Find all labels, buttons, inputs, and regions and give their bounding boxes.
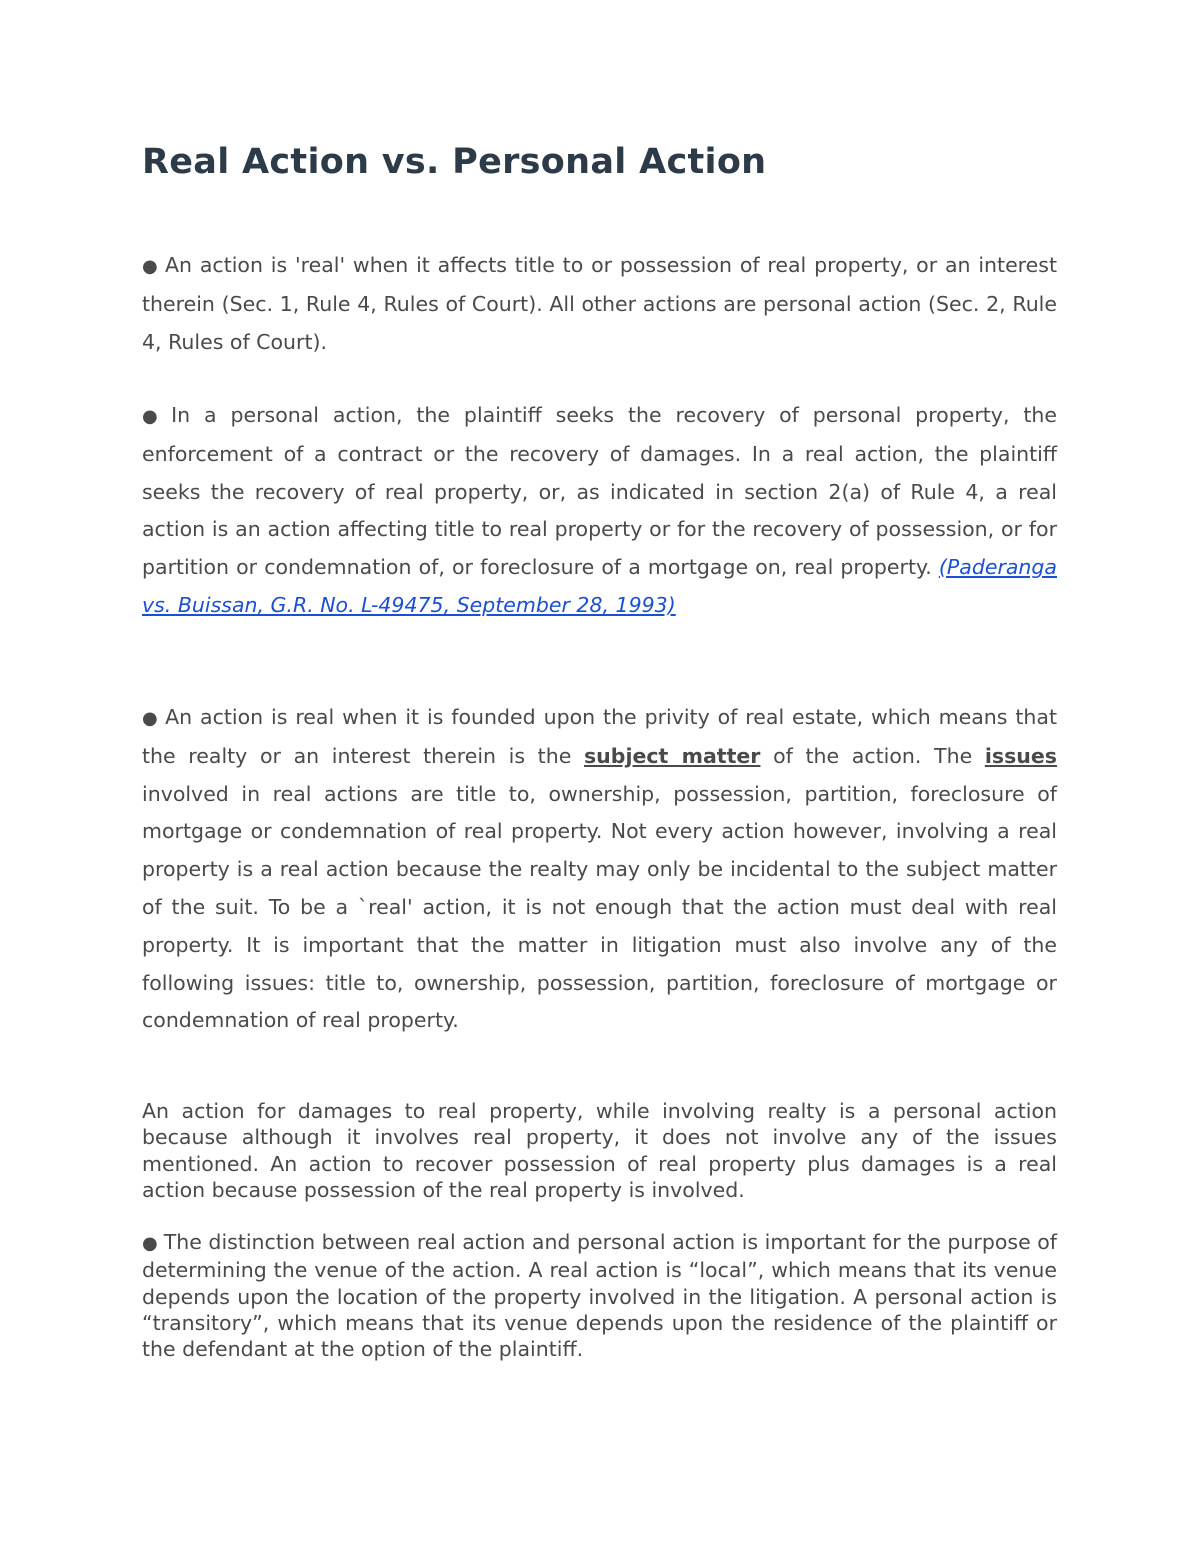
paragraph-text: In a personal action, the plaintiff seeks the recovery of personal property, the enforcement of a contract or the recovery of damages. In a real action, the plaintiff seeks the recovery of real property, or, as indicated in section 2(a) of Rule 4, a real action is an action affecting title to real property or for the recovery of possession, or for partition or condemnation of, or foreclosure of a mortgage on, real property. [142, 403, 1057, 580]
page-title: Real Action vs. Personal Action [142, 142, 767, 182]
paragraph-text: An action is real when it is founded upon the privity of real estate, which means that the realty or an interest therein is the [142, 705, 1057, 768]
paragraph-privity [142, 699, 1057, 1040]
paragraph-personal-vs-real [142, 397, 1057, 625]
paragraph-text: The distinction between real action and personal action is important for the purpose of determining the venue of the action. A real action is “local”, which means that its venue depends upon the location of the property involved in the litigation. A personal action is “transitory”, which means that its venue depends upon the residence of the plaintiff or the defendant at the option of the plaintiff. [142, 1230, 1057, 1362]
bullet-icon: ● [142, 256, 160, 277]
bullet-icon: ● [142, 406, 166, 427]
bullet-icon: ● [142, 1233, 158, 1254]
case-citation-link[interactable]: (Paderanga vs. Buissan, G.R. No. L-49475, September 28, 1993) [142, 555, 1057, 617]
issues-link[interactable]: issues [984, 743, 1057, 768]
subject-matter-link[interactable]: subject matter [583, 743, 761, 768]
paragraph-text: of the action. The [773, 743, 973, 768]
paragraph-damages [142, 1098, 1057, 1203]
paragraph-text: An action for damages to real property, while involving realty is a personal action because although it involves real property, it does not involve any of the issues mentioned. An action to recover possession of real property plus damages is a real action because possession of the real property is involved. [142, 1099, 1057, 1202]
paragraph-real-definition [142, 247, 1057, 361]
bullet-icon: ● [142, 708, 160, 729]
paragraph-text: involved in real actions are title to, ownership, possession, partition, foreclosure of mortgage or condemnation of real property. Not every action however, involving a real property is a real action because the realty may only be incidental to the subject matter of the suit. To be a `real' action, it is not enough that the action must deal with real property. It is important that the matter in litigation must also involve any of the following issues: title to, ownership, possession, partition, foreclosure of mortgage or condemnation of real property. [142, 781, 1057, 1033]
paragraph-text: An action is 'real' when it affects title to or possession of real property, or an interest therein (Sec. 1, Rule 4, Rules of Court). All other actions are personal action (Sec. 2, Rule 4, Rules of Court). [142, 253, 1057, 354]
paragraph-venue [142, 1229, 1057, 1362]
